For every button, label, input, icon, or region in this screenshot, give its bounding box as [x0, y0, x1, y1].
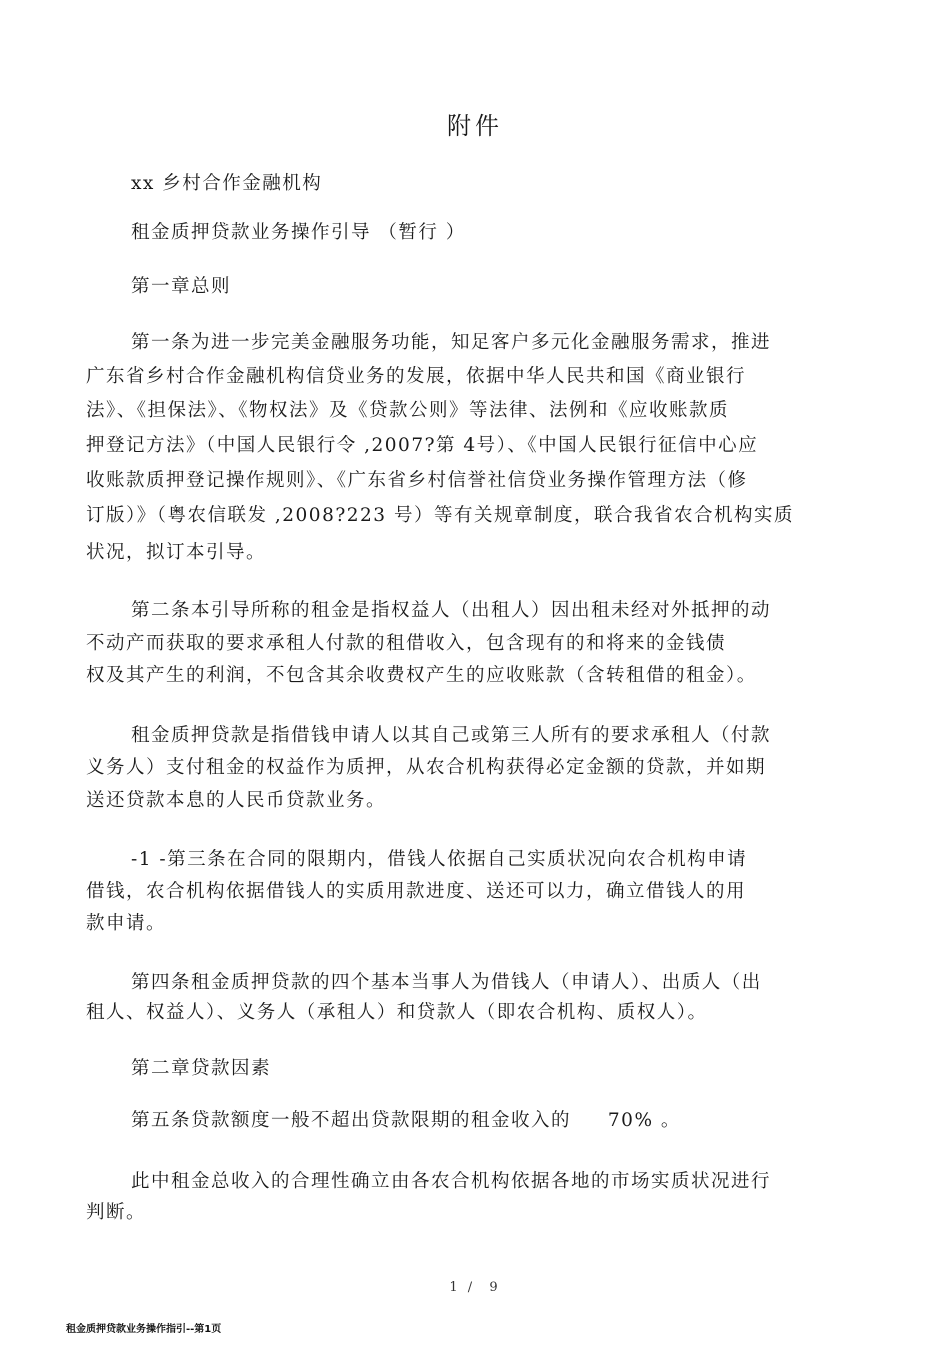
article-2-line: 权及其产生的利润，不包含其余收费权产生的应收账款（含转租借的租金）。 [86, 665, 757, 686]
article-5b-line: 此中租金总收入的合理性确立由各农合机构依据各地的市场实质状况进行 [131, 1171, 772, 1192]
document-subtitle: 租金质押贷款业务操作引导 （暂行 ） [131, 222, 466, 243]
article-3-line: 借钱，农合机构依据借钱人的实质用款进度、送还可以力，确立借钱人的用 [86, 881, 747, 902]
article-2b-line: 租金质押贷款是指借钱申请人以其自己或第三人所有的要求承租人（付款 [131, 725, 772, 746]
document-title: 附件 [447, 112, 503, 140]
page-number: 1 / 9 [449, 1280, 501, 1295]
article-1-line: 广东省乡村合作金融机构信贷业务的发展，依据中华人民共和国《商业银行 [86, 366, 747, 387]
org-name: xx 乡村合作金融机构 [131, 173, 323, 194]
article-2-line: 第二条本引导所称的租金是指权益人（出租人）因出租未经对外抵押的动 [131, 600, 772, 621]
article-1-line: 订版）》（粤农信联发 ,2008?223 号）等有关规章制度，联合我省农合机构实质 [86, 505, 794, 526]
article-2b-line: 义务人）支付租金的权益作为质押，从农合机构获得必定金额的贷款，并如期 [86, 757, 767, 778]
chapter-2-heading: 第二章贷款因素 [131, 1058, 272, 1079]
article-1-line: 状况，拟订本引导。 [86, 542, 267, 563]
article-1-line: 法》、《担保法》、《物权法》及《贷款公则》等法律、法例和《应收账款质 [86, 400, 730, 421]
article-1-line: 第一条为进一步完美金融服务功能，知足客户多元化金融服务需求，推进 [131, 332, 772, 353]
article-3-line: 款申请。 [86, 913, 167, 934]
article-5-line: 第五条贷款额度一般不超出贷款限期的租金收入的 70% 。 [131, 1110, 681, 1131]
article-2b-line: 送还贷款本息的人民币贷款业务。 [86, 790, 387, 811]
article-3-line: -1 -第三条在合同的限期内，借钱人依据自己实质状况向农合机构申请 [131, 849, 748, 870]
article-4-line: 租人、权益人）、义务人（承租人）和贷款人（即农合机构、质权人）。 [86, 1002, 708, 1023]
article-2-line: 不动产而获取的要求承租人付款的租借收入，包含现有的和将来的金钱债 [86, 633, 727, 654]
article-5b-line: 判断。 [86, 1202, 147, 1223]
page-footer: 租金质押贷款业务操作指引--第1页 [66, 1324, 222, 1335]
article-1-line: 收账款质押登记操作规则》、《广东省乡村信誉社信贷业务操作管理方法（修 [86, 470, 748, 491]
chapter-1-heading: 第一章总则 [131, 276, 232, 297]
article-4-line: 第四条租金质押贷款的四个基本当事人为借钱人（申请人）、出质人（出 [131, 972, 762, 993]
article-1-line: 押登记方法》（中国人民银行令 ,2007?第 4号）、《中国人民银行征信中心应 [86, 435, 759, 456]
